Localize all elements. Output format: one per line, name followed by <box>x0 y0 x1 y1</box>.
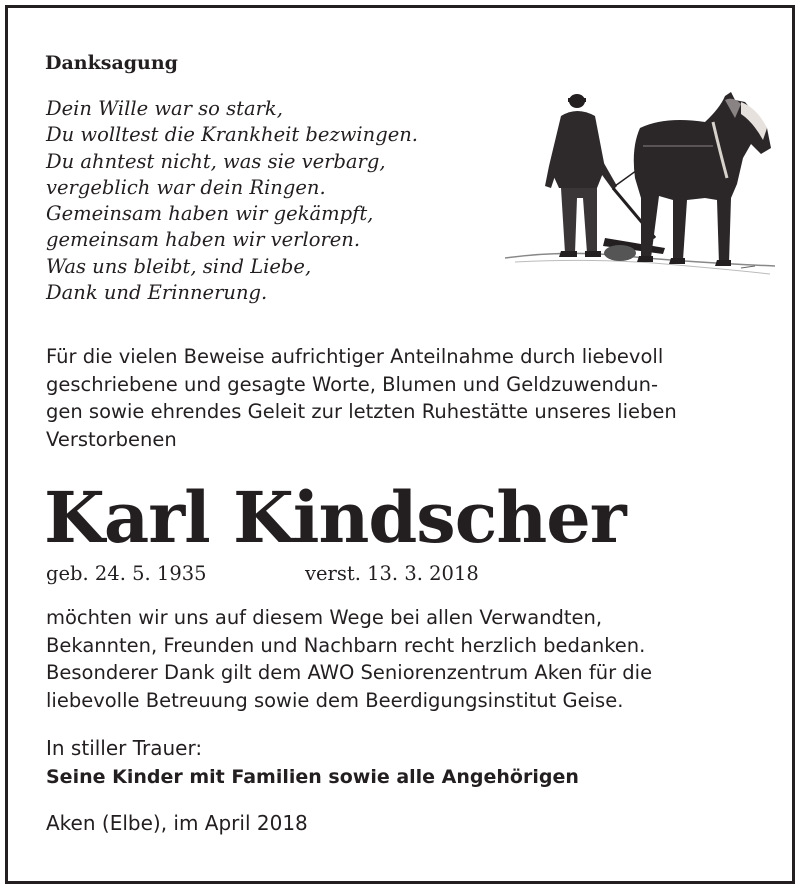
thanks-line: liebevolle Betreuung sowie dem Beerdigungsinstitut Geise. <box>46 688 624 712</box>
intro-line: Verstorbenen <box>46 427 177 451</box>
poem-line: Gemeinsam haben wir gekämpft, <box>46 202 374 226</box>
intro-line: Für die vielen Beweise aufrichtiger Anteilnahme durch liebevoll <box>46 345 664 368</box>
thanks-line: Besonderer Dank gilt dem AWO Seniorenzentrum Aken für die <box>46 661 653 684</box>
poem-line: vergeblich war dein Ringen. <box>46 175 326 199</box>
poem <box>46 96 418 306</box>
poem-line: gemeinsam haben wir verloren. <box>46 228 361 252</box>
thanks-paragraph <box>46 604 652 714</box>
thanks-line: möchten wir uns auf diesem Wege bei allen Verwandten, <box>46 606 603 629</box>
poem-line: Du ahntest nicht, was sie verbarg, <box>46 149 386 173</box>
thanks-line: Bekannten, Freunden und Nachbarn recht herzlich bedanken. <box>46 633 646 657</box>
poem-line: Dein Wille war so stark, <box>46 97 283 120</box>
intro-line: geschriebene und gesagte Worte, Blumen und Geldzuwendun- <box>46 372 659 396</box>
deceased-name: Karl Kindscher <box>44 476 626 559</box>
poem-line: Du wolltest die Krankheit bezwingen. <box>46 123 418 147</box>
death-date: verst. 13. 3. 2018 <box>305 562 479 585</box>
intro-paragraph <box>46 343 677 453</box>
place-date: Aken (Elbe), im April 2018 <box>46 811 308 835</box>
family-signature: Seine Kinder mit Familien sowie alle Angehörigen <box>46 766 579 788</box>
poem-line: Was uns bleibt, sind Liebe, <box>46 254 312 278</box>
farmer-with-plow-horse-icon <box>505 88 775 288</box>
mourning-label: In stiller Trauer: <box>46 736 203 760</box>
intro-line: gen sowie ehrendes Geleit zur letzten Ruhestätte unseres lieben <box>46 400 677 423</box>
notice-heading: Danksagung <box>45 52 178 74</box>
poem-line: Dank und Erinnerung. <box>46 281 268 305</box>
birth-date: geb. 24. 5. 1935 <box>46 562 207 585</box>
